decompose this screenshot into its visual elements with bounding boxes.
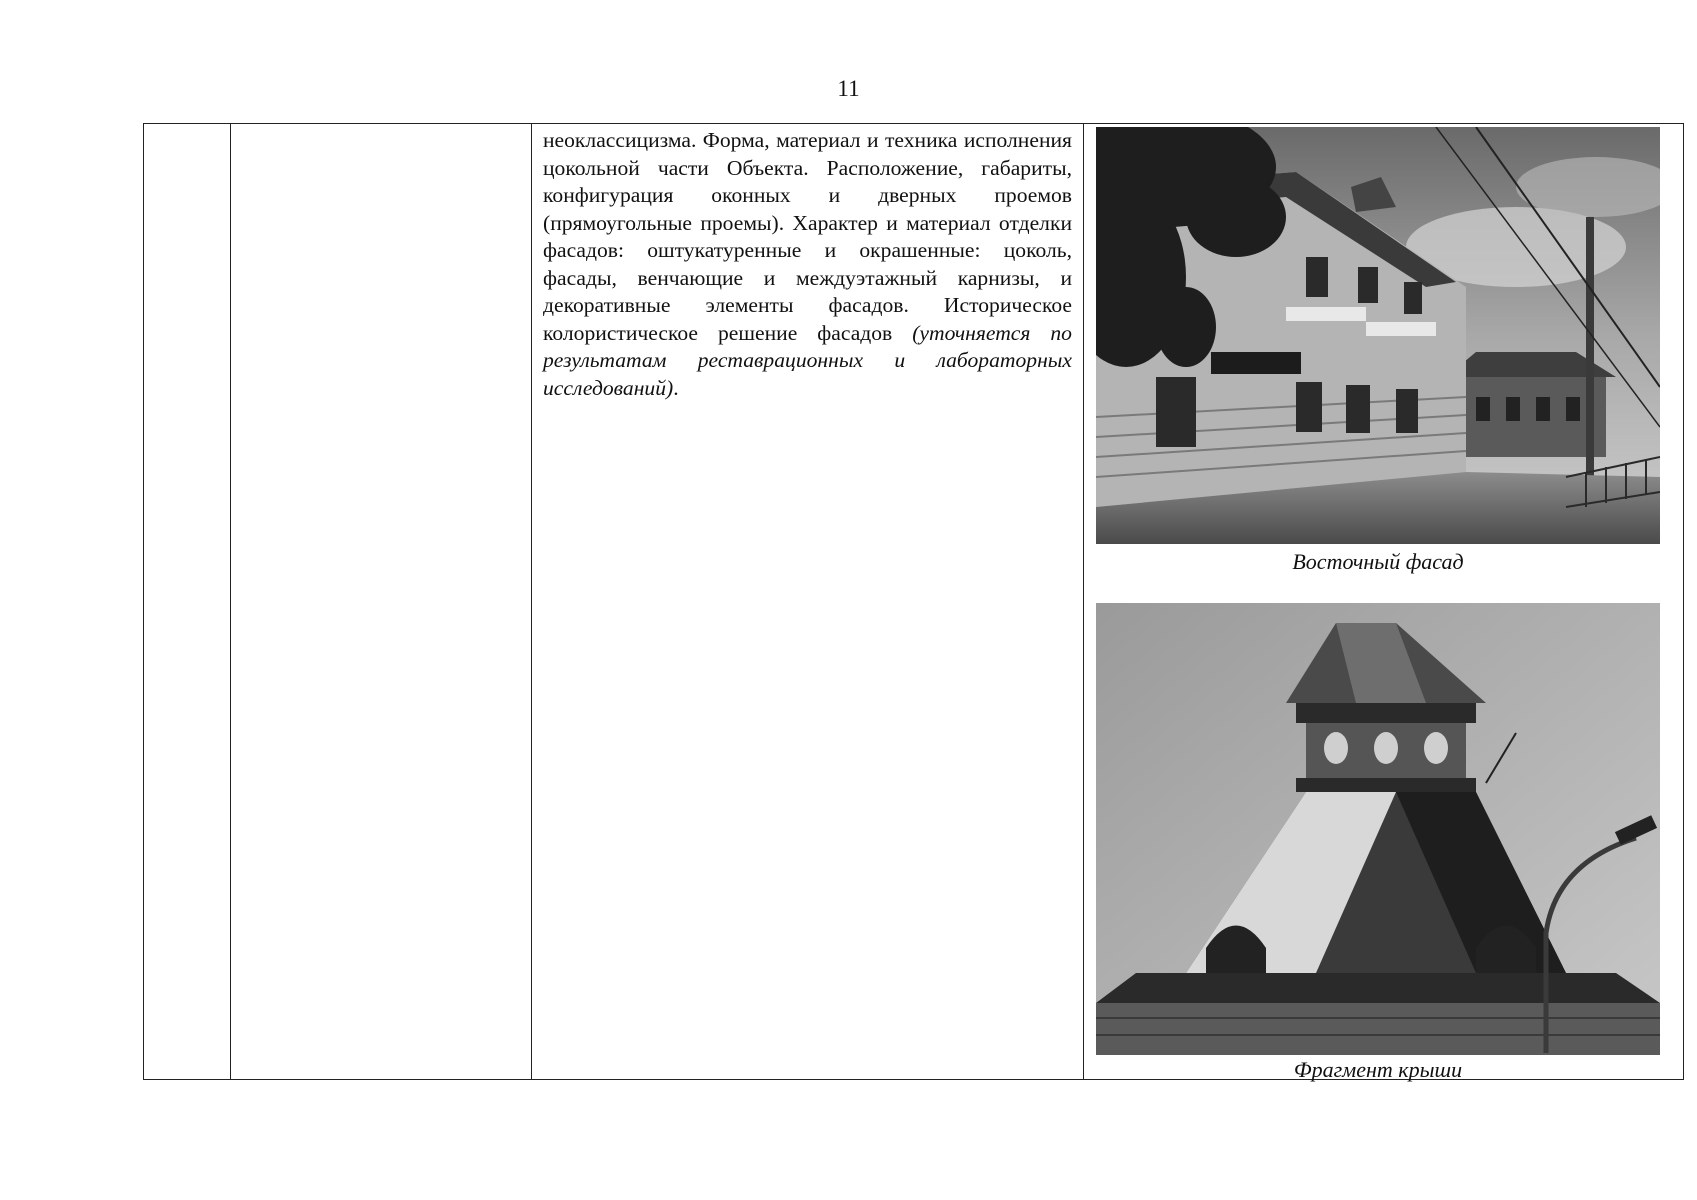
object-description-table — [143, 123, 1684, 1080]
table-row — [144, 124, 1684, 1080]
description-text — [543, 127, 1072, 402]
east-facade-caption: Восточный фасад — [1292, 549, 1464, 574]
name-cell — [231, 124, 532, 1080]
description-tail: . — [673, 375, 679, 400]
description-cell — [532, 124, 1084, 1080]
east-facade-photo — [1096, 127, 1660, 544]
photos-cell — [1084, 124, 1684, 1080]
page-number: 11 — [837, 76, 860, 101]
roof-fragment-photo — [1096, 603, 1660, 1055]
number-cell — [144, 124, 231, 1080]
roof-fragment-caption: Фрагмент крыши — [1293, 1057, 1463, 1082]
description-italic: (уточняется по результатам реставрационных и лабораторных исследований) — [543, 320, 1072, 400]
description-plain: неоклассицизма. Форма, материал и техника исполнения цокольной части Объекта. Расположение, габариты, конфигурация оконных и дверных проемов (прямоугольные проемы). Характер и материал отделки фасадов: оштукатуренные и окрашенные: цоколь, фасады, венчающие и междуэтажный карнизы, и декоративные элементы фасадов. Историческое колористическое решение фасадов — [543, 128, 1072, 345]
